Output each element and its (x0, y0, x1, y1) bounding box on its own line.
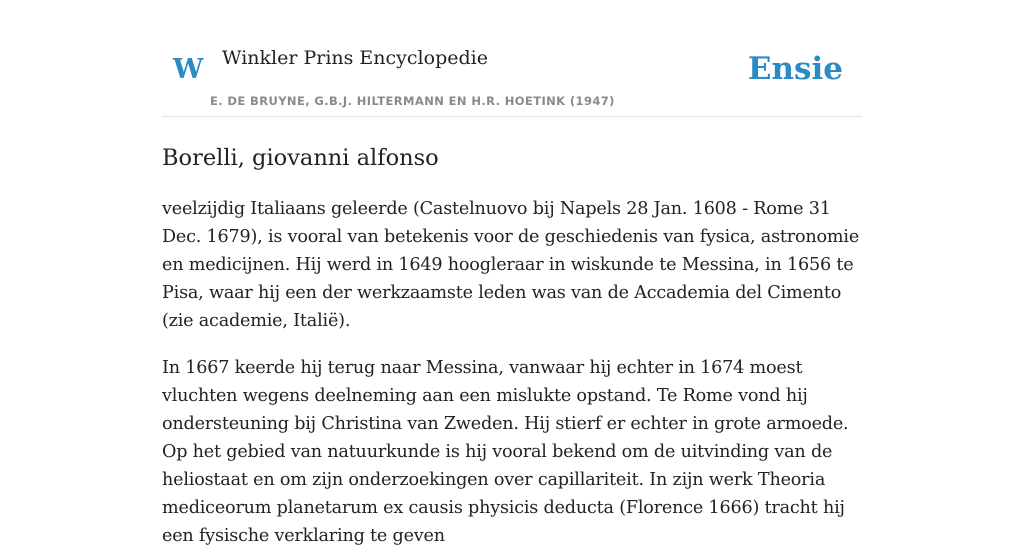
article-paragraph: In 1667 keerde hij terug naar Messina, vanwaar hij echter in 1674 moest vluchten wegens deelneming aan een mislukte opstand. Te Rome vond hij ondersteuning bij Christina van Zweden. Hij stierf er echter in grote armoede. Op het gebied van natuurkunde is hij vooral bekend om de uitvinding van de heliostaat en om zijn onderzoekingen over capillariteit. In zijn werk Theoria mediceorum planetarum ex causis physicis deducta (Florence 1666) tracht hij een fysische verklaring te geven (162, 358, 849, 546)
source-header (162, 0, 862, 117)
source-authors: E. DE BRUYNE, G.B.J. HILTERMANN EN H.R. HOETINK (1947) (210, 94, 615, 108)
article-title: Borelli, giovanni alfonso (162, 145, 439, 171)
source-logo[interactable]: W (173, 54, 204, 85)
ensie-brand-link[interactable]: Ensie (747, 51, 843, 87)
content-container (162, 0, 862, 550)
source-title[interactable]: Winkler Prins Encyclopedie (222, 47, 488, 69)
article-paragraph: veelzijdig Italiaans geleerde (Castelnuovo bij Napels 28 Jan. 1608 - Rome 31 Dec. 1679), is vooral van betekenis voor de geschiedenis van fysica, astronomie en medicijnen. Hij werd in 1649 hoogleraar in wiskunde te Messina, in 1656 te Pisa, waar hij een der werkzaamste leden was van de Accademia del Cimento (zie academie, Italië). (162, 199, 860, 331)
